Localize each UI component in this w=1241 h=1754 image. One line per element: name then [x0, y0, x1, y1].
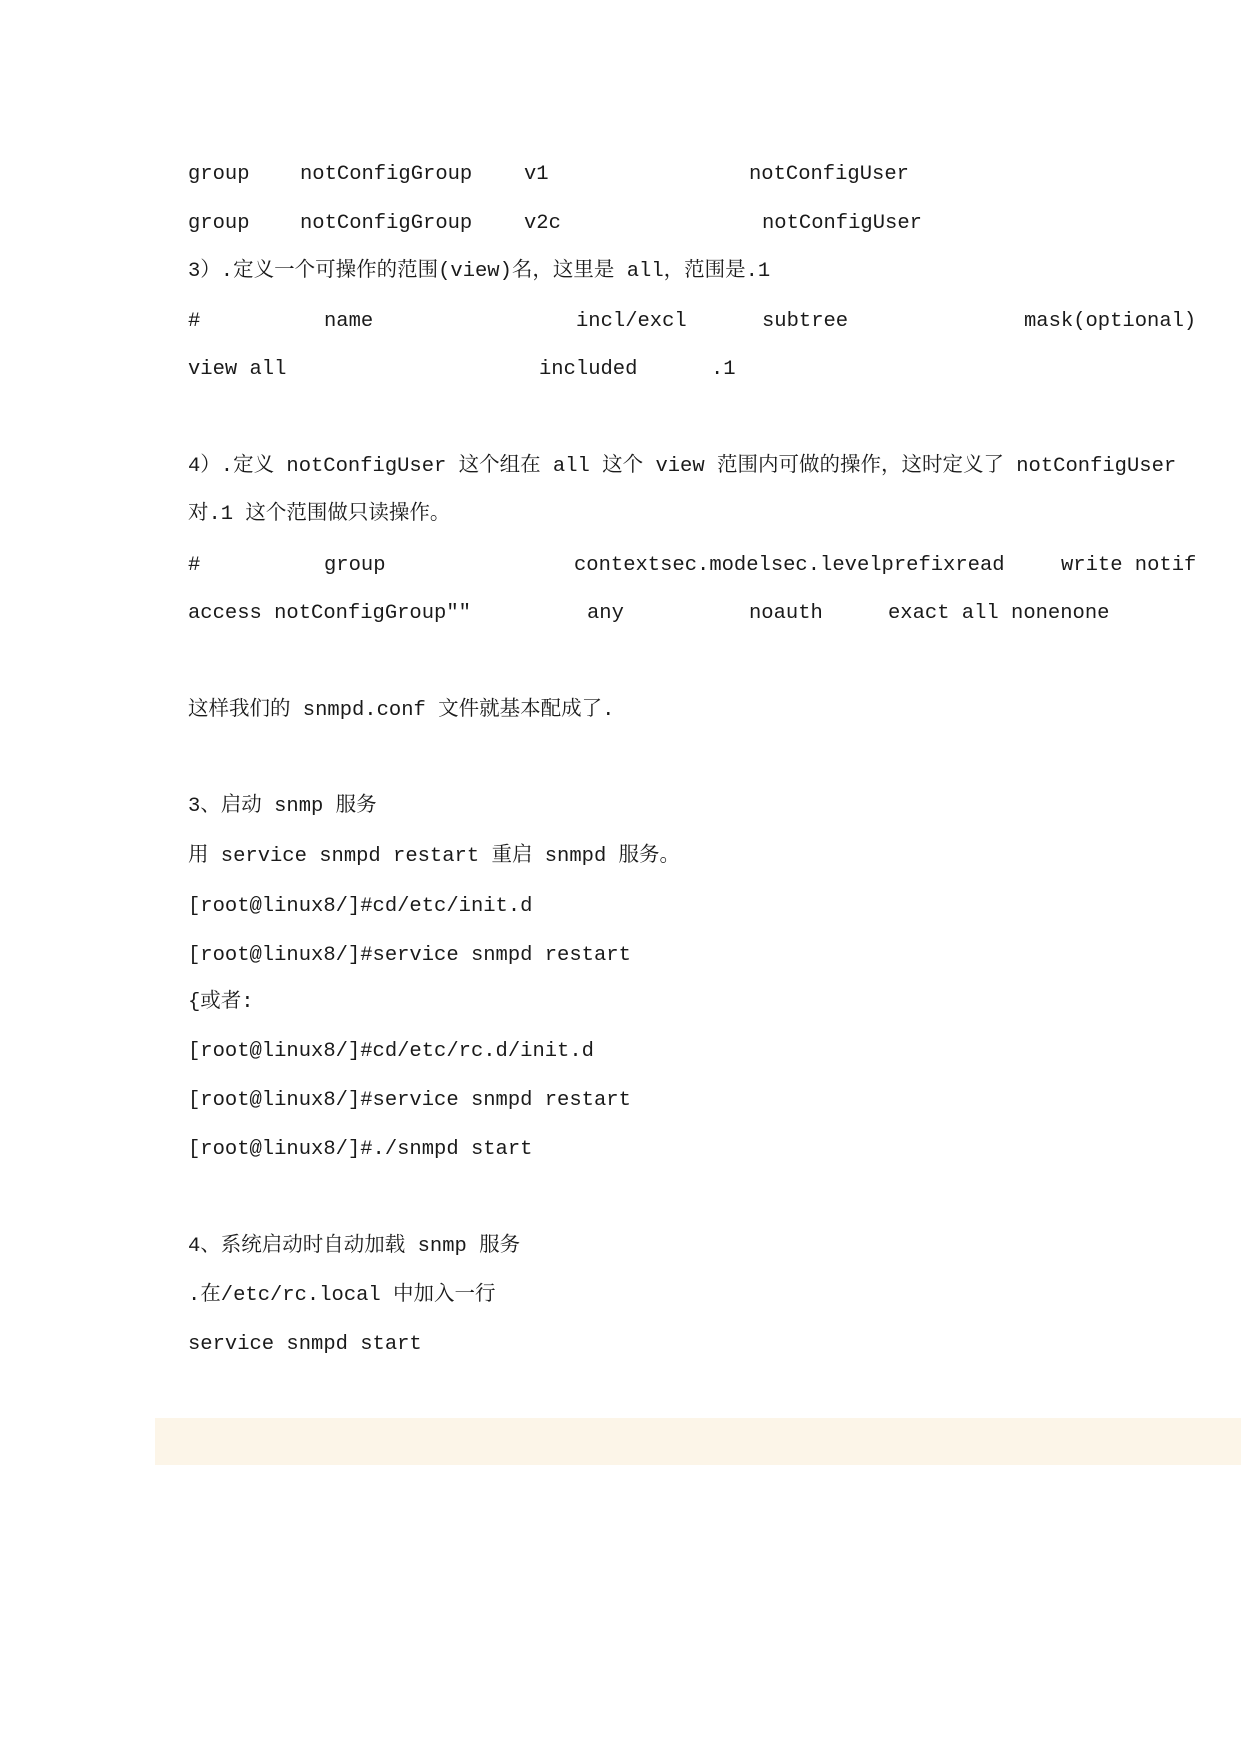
autostart-command: service snmpd start: [188, 1333, 422, 1356]
access-header-line: [0, 551, 1241, 581]
access-heading-line2: 对.1 这个范围做只读操作。: [188, 503, 451, 526]
view-row-line: [0, 355, 1241, 385]
group-name: notConfigGroup: [300, 163, 473, 186]
start-section-intro: 用 service snmpd restart 重启 snmpd 服务。: [188, 845, 681, 868]
command-line: [root@linux8/]#service snmpd restart: [188, 1089, 631, 1112]
security-name: notConfigUser: [762, 212, 922, 235]
command-line: [root@linux8/]#cd/etc/init.d: [188, 895, 533, 918]
view-type: included: [539, 358, 638, 381]
command-line: [root@linux8/]#service snmpd restart: [188, 944, 631, 967]
access-row-line: [0, 599, 1241, 629]
view-header-line: [0, 307, 1241, 337]
start-section-title: 3、启动 snmp 服务: [188, 795, 377, 818]
autostart-section-title: 4、系统启动时自动加载 snmp 服务: [188, 1235, 521, 1258]
access-views: exact all nonenone: [888, 602, 1110, 625]
view-name: view all: [188, 358, 287, 381]
column-incl-excl: incl/excl: [576, 310, 687, 333]
command-line: [root@linux8/]#./snmpd start: [188, 1138, 533, 1161]
access-group: access notConfigGroup"": [188, 602, 471, 625]
access-model: any: [587, 602, 624, 625]
column-mask: mask(optional): [1024, 310, 1197, 333]
security-model: v1: [524, 163, 549, 186]
access-level: noauth: [749, 602, 823, 625]
column-name: name: [324, 310, 374, 333]
comment-hash: #: [188, 310, 201, 333]
group-keyword: group: [188, 163, 250, 186]
config-group-line: [0, 160, 1241, 190]
security-name: notConfigUser: [749, 163, 909, 186]
group-name: notConfigGroup: [300, 212, 473, 235]
column-subtree: subtree: [762, 310, 849, 333]
comment-hash: #: [188, 554, 201, 577]
group-keyword: group: [188, 212, 250, 235]
config-group-line: [0, 209, 1241, 239]
column-context: contextsec.modelsec.levelprefixread: [574, 554, 1005, 577]
view-subtree: .1: [711, 358, 736, 381]
summary-text: 这样我们的 snmpd.conf 文件就基本配成了.: [188, 699, 615, 722]
column-write-notif: write notif: [1061, 554, 1197, 577]
access-heading-line1: 4）.定义 notConfigUser 这个组在 all 这个 view 范围内可做的操作，这时定义了 notConfigUser: [188, 455, 1177, 478]
view-heading: 3）.定义一个可操作的范围(view)名，这里是 all，范围是.1: [188, 260, 771, 283]
column-group: group: [324, 554, 386, 577]
command-line: [root@linux8/]#cd/etc/rc.d/init.d: [188, 1040, 594, 1063]
footer-band: [155, 1418, 1241, 1465]
autostart-section-intro: .在/etc/rc.local 中加入一行: [188, 1284, 496, 1307]
command-alt-note: {或者:: [188, 991, 254, 1014]
security-model: v2c: [524, 212, 561, 235]
